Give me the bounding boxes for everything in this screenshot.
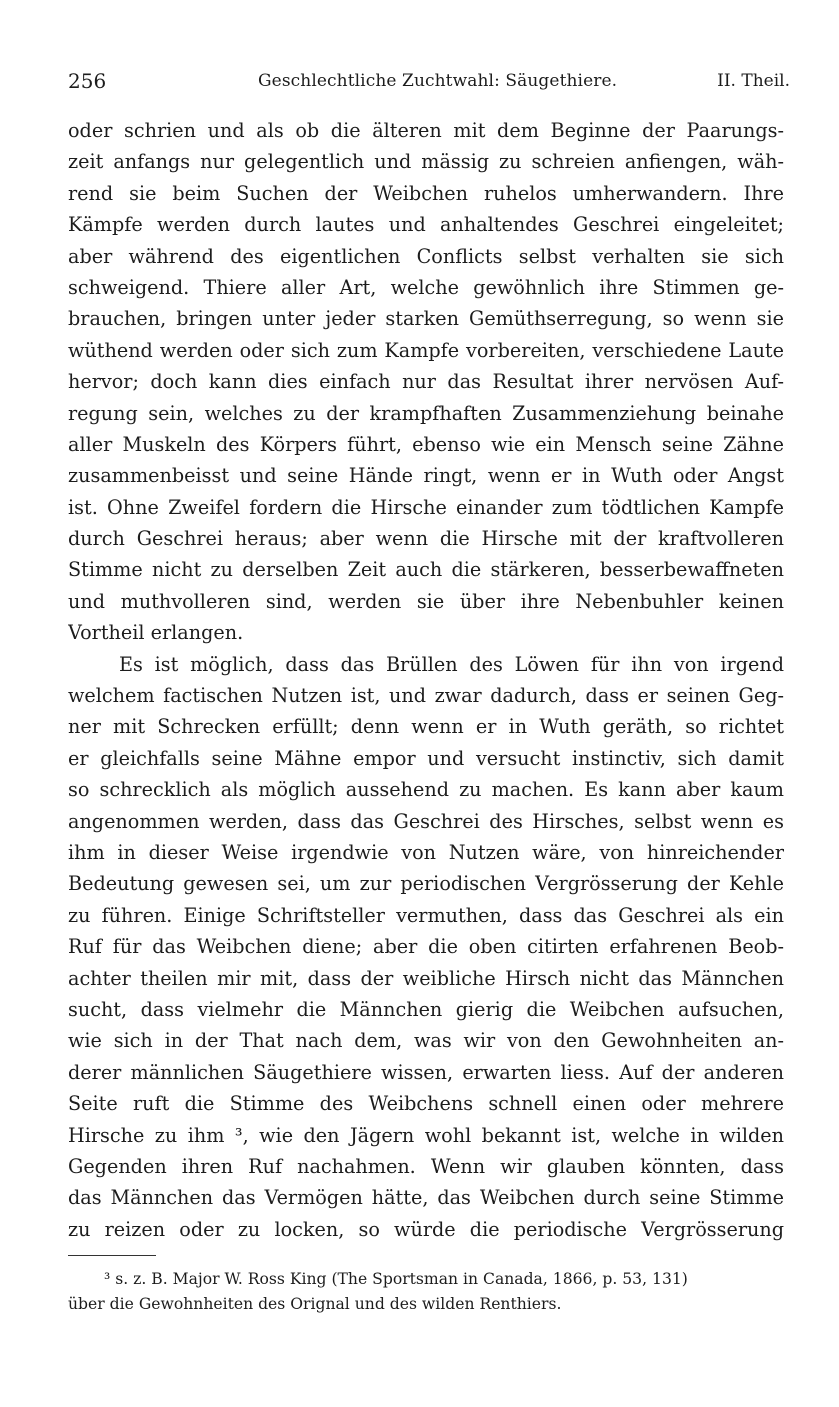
paragraph-first-line: Es ist möglich, dass das Brüllen des Löwen für ihn von irgend <box>119 652 784 676</box>
text-line: sucht, dass vielmehr die Männchen gierig die Weibchen aufsuchen, <box>68 997 784 1021</box>
text-line: regung sein, welches zu der krampfhaften Zusammenziehung beinahe <box>68 401 784 425</box>
text-line: zusammenbeisst und seine Hände ringt, wenn er in Wuth oder Angst <box>68 464 784 488</box>
text-line: rend sie beim Suchen der Weibchen ruhelos umherwandern. Ihre <box>68 181 784 205</box>
footnote <box>68 1267 780 1317</box>
text-line: ner mit Schrecken erfüllt; denn wenn er in Wuth geräth, so richtet <box>68 715 784 739</box>
part-label: II. Theil. <box>717 71 790 91</box>
text-line: Hirsche zu ihm ³, wie den Jägern wohl bekannt ist, welche in wilden <box>68 1123 784 1147</box>
footnote-line: über die Gewohnheiten des Orignal und des wilden Renthiers. <box>68 1295 562 1313</box>
text-line: zu reizen oder zu locken, so würde die periodische Vergrösserung <box>68 1217 784 1241</box>
text-line: welchem factischen Nutzen ist, und zwar dadurch, dass er seinen Geg- <box>68 684 784 708</box>
text-line: und muthvolleren sind, werden sie über ihre Nebenbuhler keinen <box>68 589 784 613</box>
text-line: zeit anfangs nur gelegentlich und mässig zu schreien anfiengen, wäh- <box>68 150 784 174</box>
running-header <box>68 66 790 96</box>
text-line: achter theilen mir mit, dass der weibliche Hirsch nicht das Männchen <box>68 966 784 990</box>
text-line: Ruf für das Weibchen diene; aber die oben citirten erfahrenen Beob- <box>68 935 784 959</box>
text-line: derer männlichen Säugethiere wissen, erwarten liess. Auf der anderen <box>68 1060 784 1084</box>
text-line: ist. Ohne Zweifel fordern die Hirsche einander zum tödtlichen Kampfe <box>68 495 784 519</box>
text-line: oder schrien und als ob die älteren mit dem Beginne der Paarungs- <box>68 119 784 142</box>
page-number: 256 <box>68 69 107 93</box>
text-line: zu führen. Einige Schriftsteller vermuthen, dass das Geschrei als ein <box>68 903 784 927</box>
text-line: das Männchen das Vermögen hätte, das Weibchen durch seine Stimme <box>68 1186 784 1210</box>
text-line: so schrecklich als möglich aussehend zu machen. Es kann aber kaum <box>68 778 784 802</box>
text-line: Stimme nicht zu derselben Zeit auch die stärkeren, besserbewaffneten <box>68 558 784 582</box>
running-title: Geschlechtliche Zuchtwahl: Säugethiere. <box>258 71 618 91</box>
text-line: Seite ruft die Stimme des Weibchens schnell einen oder mehrere <box>68 1092 784 1116</box>
body-text <box>68 115 784 1245</box>
text-line: ihm in dieser Weise irgendwie von Nutzen wäre, von hinreichender <box>68 840 784 864</box>
text-line: hervor; doch kann dies einfach nur das Resultat ihrer nervösen Auf- <box>68 370 784 394</box>
footnote-divider <box>68 1255 156 1256</box>
text-line: er gleichfalls seine Mähne empor und versucht instinctiv, sich damit <box>68 746 784 770</box>
text-line: Kämpfe werden durch lautes und anhaltendes Geschrei eingeleitet; <box>68 213 784 237</box>
text-line: angenommen werden, dass das Geschrei des Hirsches, selbst wenn es <box>68 809 784 833</box>
text-line: durch Geschrei heraus; aber wenn die Hirsche mit der kraftvolleren <box>68 527 784 551</box>
text-line: schweigend. Thiere aller Art, welche gewöhnlich ihre Stimmen ge- <box>68 275 784 299</box>
text-line: brauchen, bringen unter jeder starken Gemüthserregung, so wenn sie <box>68 307 784 331</box>
text-line: wie sich in der That nach dem, was wir von den Gewohnheiten an- <box>68 1029 784 1053</box>
footnote-line: ³ s. z. B. Major W. Ross King (The Sportsman in Canada, 1866, p. 53, 131) <box>104 1270 688 1288</box>
text-line: wüthend werden oder sich zum Kampfe vorbereiten, verschiedene Laute <box>68 338 784 362</box>
text-line: Bedeutung gewesen sei, um zur periodischen Vergrösserung der Kehle <box>68 872 784 896</box>
text-line: Vortheil erlangen. <box>68 621 244 645</box>
text-line: Gegenden ihren Ruf nachahmen. Wenn wir glauben könnten, dass <box>68 1154 784 1178</box>
text-line: aller Muskeln des Körpers führt, ebenso wie ein Mensch seine Zähne <box>68 432 784 456</box>
text-line: aber während des eigentlichen Conflicts selbst verhalten sie sich <box>68 244 784 268</box>
